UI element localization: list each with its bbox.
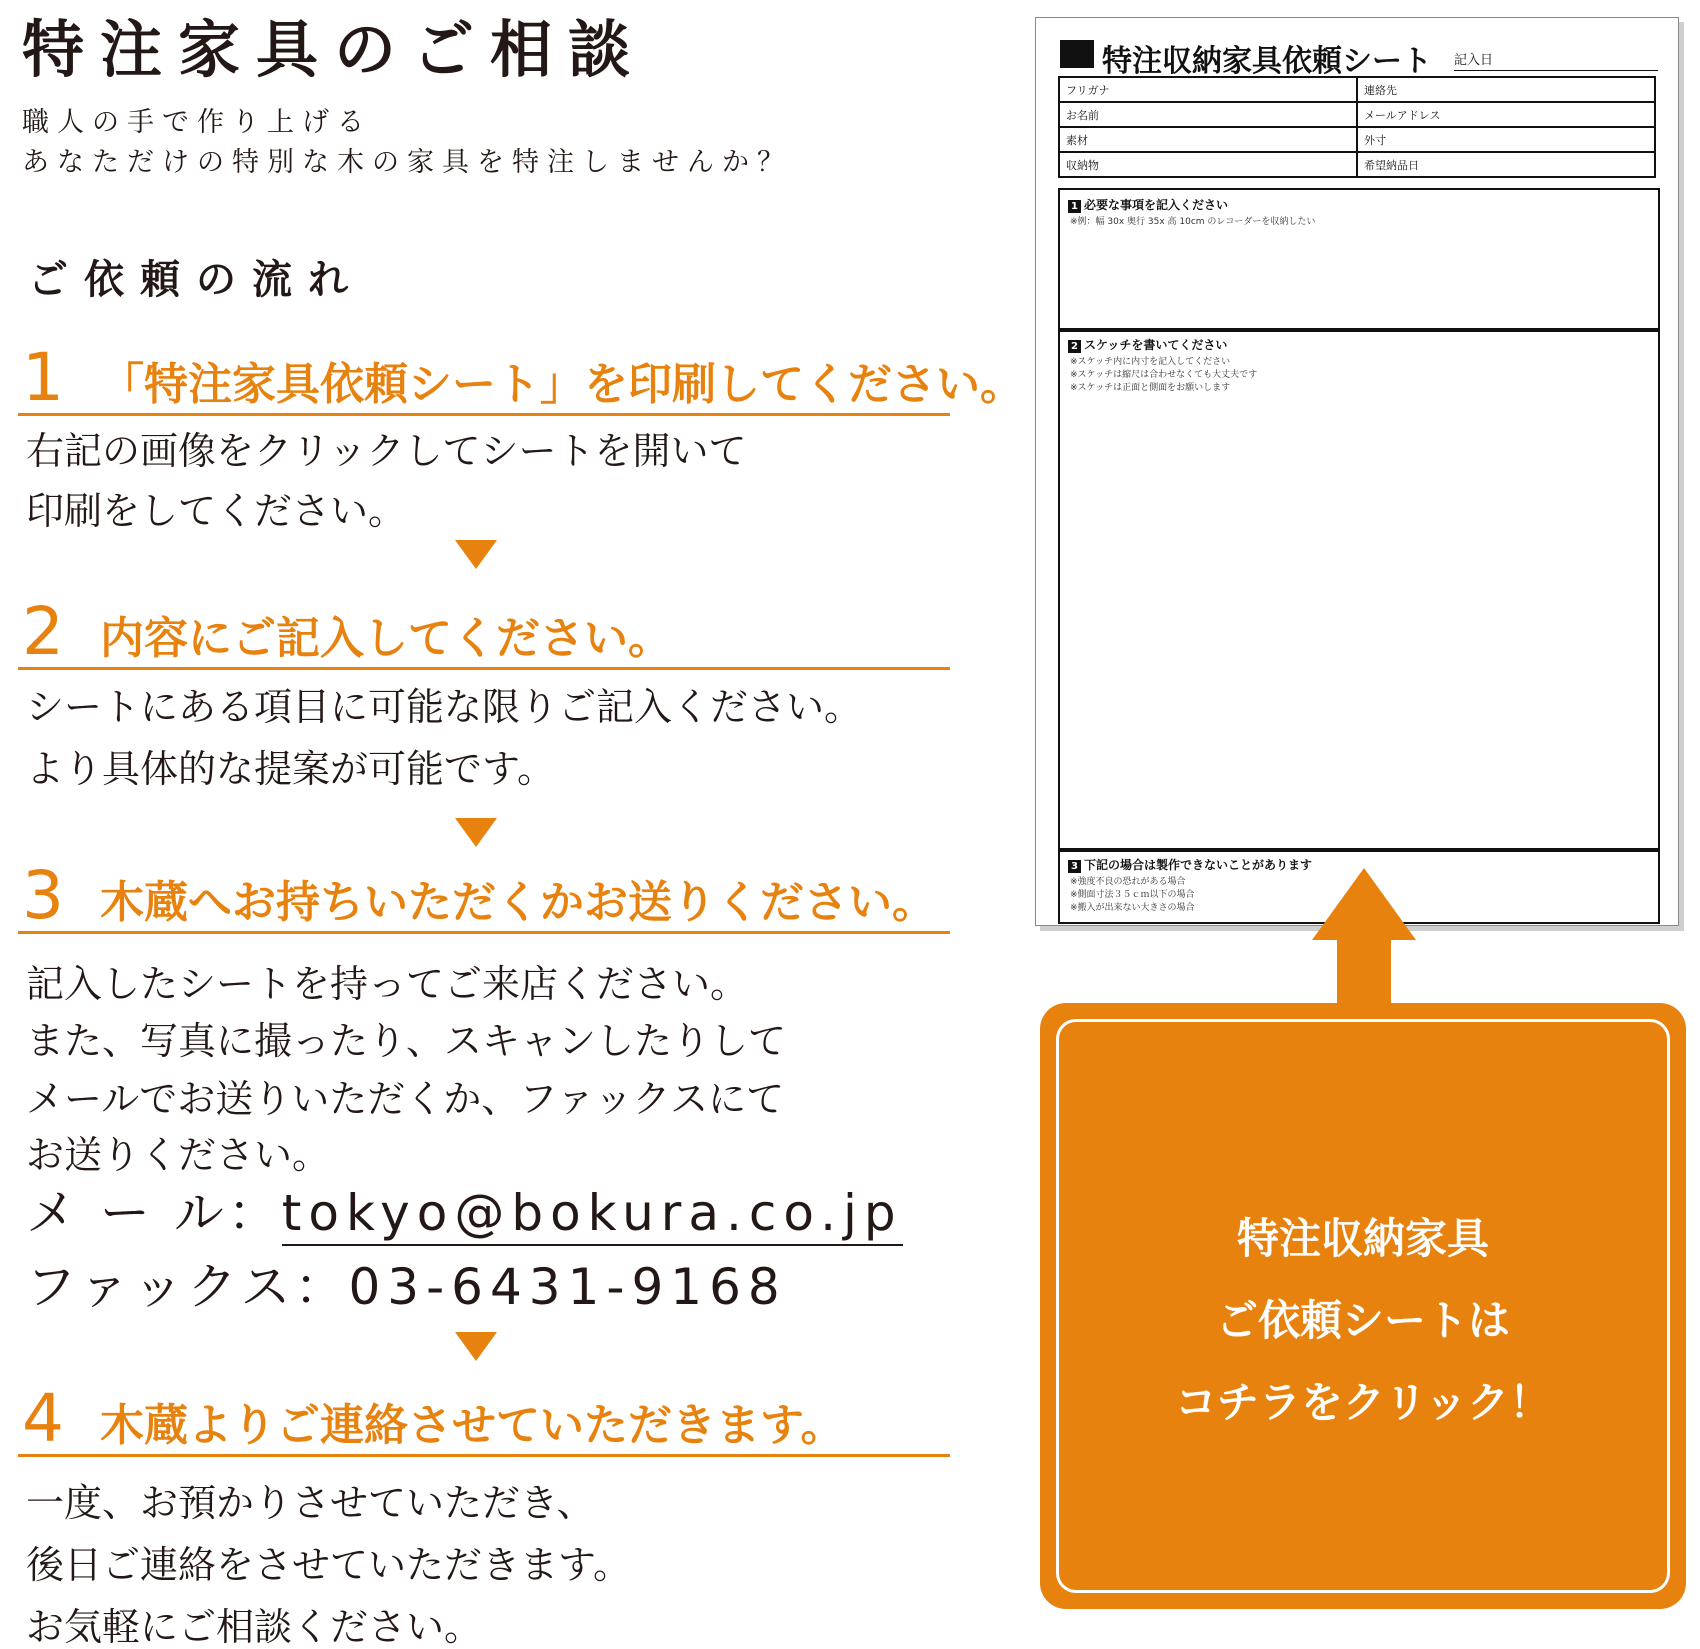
logo-icon	[1060, 40, 1094, 68]
cta-line-3: コチラをクリック！	[1174, 1378, 1552, 1427]
email-label: メ ー ル：	[26, 1184, 282, 1242]
step-4-line-3: お気軽にご相談ください。	[26, 1605, 483, 1649]
sheet-section-2	[1058, 328, 1660, 852]
contact-fax-row	[26, 1258, 787, 1316]
section-2-note: ※スケッチ内に内寸を記入してください	[1070, 357, 1231, 367]
table-cell: 外寸	[1357, 127, 1655, 152]
section-3-note: ※搬入が出来ない大きさの場合	[1070, 903, 1195, 913]
sheet-section-1	[1058, 188, 1660, 332]
step-3-number: 3	[22, 857, 64, 934]
table-row	[1059, 102, 1655, 127]
section-3-note: ※強度不良の恐れがある場合	[1070, 877, 1186, 887]
step-1-line-2: 印刷をしてください。	[26, 489, 407, 533]
step-1-line-1: 右記の画像をクリックしてシートを開いて	[26, 429, 747, 473]
step-2-title: 内容にご記入してください。	[100, 613, 672, 664]
step-2-line-1: シートにある項目に可能な限りご記入ください。	[26, 685, 863, 729]
cta-line-2: ご依頼シートは	[1215, 1296, 1510, 1345]
down-arrow-icon	[455, 1332, 497, 1361]
table-cell: メールアドレス	[1357, 102, 1655, 127]
section-1-title: 1 必要な事項を記入ください	[1068, 196, 1228, 213]
step-3-header	[18, 857, 950, 934]
table-row	[1059, 127, 1655, 152]
step-3-line-4: お送りください。	[26, 1133, 331, 1177]
sheet-date-label: 記入日	[1454, 53, 1494, 68]
open-request-sheet-button[interactable]	[1040, 1003, 1686, 1609]
up-arrow-shaft	[1337, 938, 1391, 1008]
cta-line-1: 特注収納家具	[1236, 1214, 1489, 1263]
step-4-title: 木蔵よりご連絡させていただきます。	[100, 1400, 845, 1451]
page-title: 特注家具のご相談	[22, 13, 647, 86]
request-sheet-preview[interactable]	[1035, 17, 1679, 926]
subtitle-line-2: あなただけの特別な木の家具を特注しませんか？	[22, 147, 792, 178]
down-arrow-icon	[455, 540, 497, 569]
section-2-note: ※スケッチは縮尺は合わせなくても大丈夫です	[1070, 370, 1258, 380]
contact-email-row	[26, 1184, 903, 1242]
step-1-header	[18, 339, 1024, 416]
table-cell: 収納物	[1059, 152, 1357, 177]
step-3-line-2: また、写真に撮ったり、スキャンしたりして	[26, 1019, 787, 1063]
step-2-line-2: より具体的な提案が可能です。	[26, 747, 555, 791]
step-3-line-3: メールでお送りいただくか、ファックスにて	[26, 1077, 785, 1121]
flow-heading: ご依頼の流れ	[28, 257, 364, 303]
sheet-field-table	[1058, 76, 1656, 178]
section-2-title: 2 スケッチを書いてください	[1068, 336, 1227, 353]
table-row	[1059, 152, 1655, 177]
table-cell: お名前	[1059, 102, 1357, 127]
step-3-line-1: 記入したシートを持ってご来店ください。	[26, 962, 749, 1006]
fax-label: ファックス：	[26, 1258, 349, 1316]
up-arrow-icon	[1312, 868, 1416, 940]
sheet-date-field	[1454, 49, 1658, 71]
section-3-title: 3 下記の場合は製作できないことがあります	[1068, 856, 1312, 873]
table-cell: 希望納品日	[1357, 152, 1655, 177]
section-1-note: ※例：幅 30x 奥行 35x 高 10cm のレコーダーを収納したい	[1070, 217, 1316, 227]
step-2-header	[18, 593, 950, 670]
section-2-note: ※スケッチは正面と側面をお願いします	[1070, 383, 1231, 393]
step-1-number: 1	[22, 339, 64, 416]
subtitle-line-1: 職人の手で作り上げる	[22, 107, 372, 138]
down-arrow-icon	[455, 818, 497, 847]
email-link[interactable]: tokyo@bokura.co.jp	[282, 1184, 903, 1246]
table-cell: フリガナ	[1059, 77, 1357, 102]
section-3-note: ※側面寸法３５ｃｍ以下の場合	[1070, 890, 1195, 900]
step-4-line-2: 後日ご連絡をさせていただきます。	[26, 1543, 631, 1587]
fax-number: 03-6431-9168	[348, 1258, 787, 1316]
step-2-number: 2	[22, 593, 64, 670]
table-cell: 連絡先	[1357, 77, 1655, 102]
step-1-title: 「特注家具依頼シート」を印刷してください。	[100, 359, 1024, 410]
step-4-header	[18, 1380, 950, 1457]
step-3-title: 木蔵へお持ちいただくかお送りください。	[100, 877, 936, 928]
step-4-number: 4	[22, 1380, 64, 1457]
sheet-title: 特注収納家具依頼シート	[1102, 44, 1432, 79]
table-cell: 素材	[1059, 127, 1357, 152]
step-4-line-1: 一度、お預かりさせていただき、	[26, 1481, 595, 1525]
table-row	[1059, 77, 1655, 102]
